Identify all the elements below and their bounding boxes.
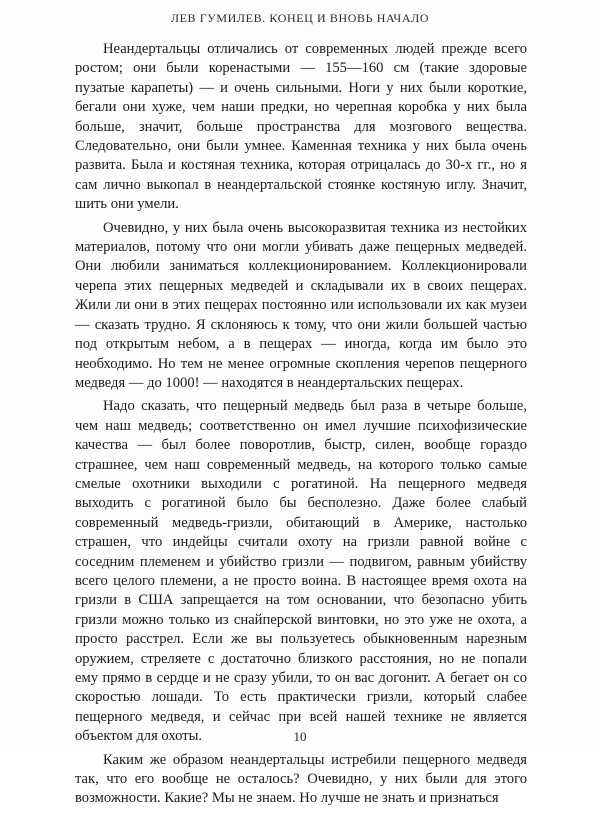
body-text: [75, 40, 527, 813]
paragraph: Неандертальцы отличались от современных людей прежде всего ростом; они были коренастыми — 155—160 см (такие здоровые пузатые карапеты) — и очень сильными. Ноги у них были короткие, бегали они хуже, чем наши предки, но черепная коробка у них была больше, значит, больше пространства для мозгового вещества. Следовательно, они были умнее. Каменная техника у них была очень развита. Была и костяная техника, которая отрицалась до 30-х гг., но я сам лично выкопал в неандертальской стоянке костяную иглу. Значит, шить они умели.: [75, 41, 527, 213]
running-header: ЛЕВ ГУМИЛЕВ. КОНЕЦ И ВНОВЬ НАЧАЛО: [170, 11, 430, 25]
page-number: 10: [293, 729, 307, 744]
paragraph: Каким же образом неандертальцы истребили пещерного медведя так, что его вообще не осталось? Очевидно, у них были для этого возможности. Какие? Мы не знаем. Но лучше не знать и признаться: [75, 751, 527, 807]
paragraph: Надо сказать, что пещерный медведь был раза в четыре больше, чем наш медведь; соответственно он имел лучшие психофизические качества — был более поворотлив, быстр, силен, вообще гораздо страшнее, чем наш современный медведь, на которого только самые смелые охотники выходили с рогатиной. На пещерного медведя выходить с рогатиной было бы бесполезно. Даже более слабый современный медведь-гризли, обитающий в Америке, настолько страшен, что индейцы считали охоту на гризли равной войне с соседним племенем и убийство гризли — подвигом, равным убийству всего целого племени, а не просто воина. В настоящее время охота на гризли в США запрещается на том основании, что безопасно убить гризли можно только из снайперской винтовки, но это уже не охота, а просто расстрел. Если же вы пользуетесь обыкновенным нарезным оружием, стреляете с достаточно близкого расстояния, но не попали ему прямо в сердце и не сразу убили, то он вас догонит. А бегает он со скоростью лошади. То есть практически гризли, который слабее пещерного медведя, и сейчас при всей нашей технике не является объектом для охоты.: [75, 398, 527, 745]
paragraph: Очевидно, у них была очень высокоразвитая техника из нестойких материалов, потому что они могли убивать даже пещерных медведей. Они любили заниматься коллекционированием. Коллекционировали черепа этих пещерных медведей и складывали их в своих пещерах. Жили ли они в этих пещерах постоянно или использовали их как музеи — сказать трудно. Я склоняюсь к тому, что они жили большей частью под открытым небом, а в пещерах — иногда, когда им было это необходимо. Но тем не менее огромные скопления черепов пещерного медведя — до 1000! — находятся в неандертальских пещерах.: [75, 219, 527, 391]
